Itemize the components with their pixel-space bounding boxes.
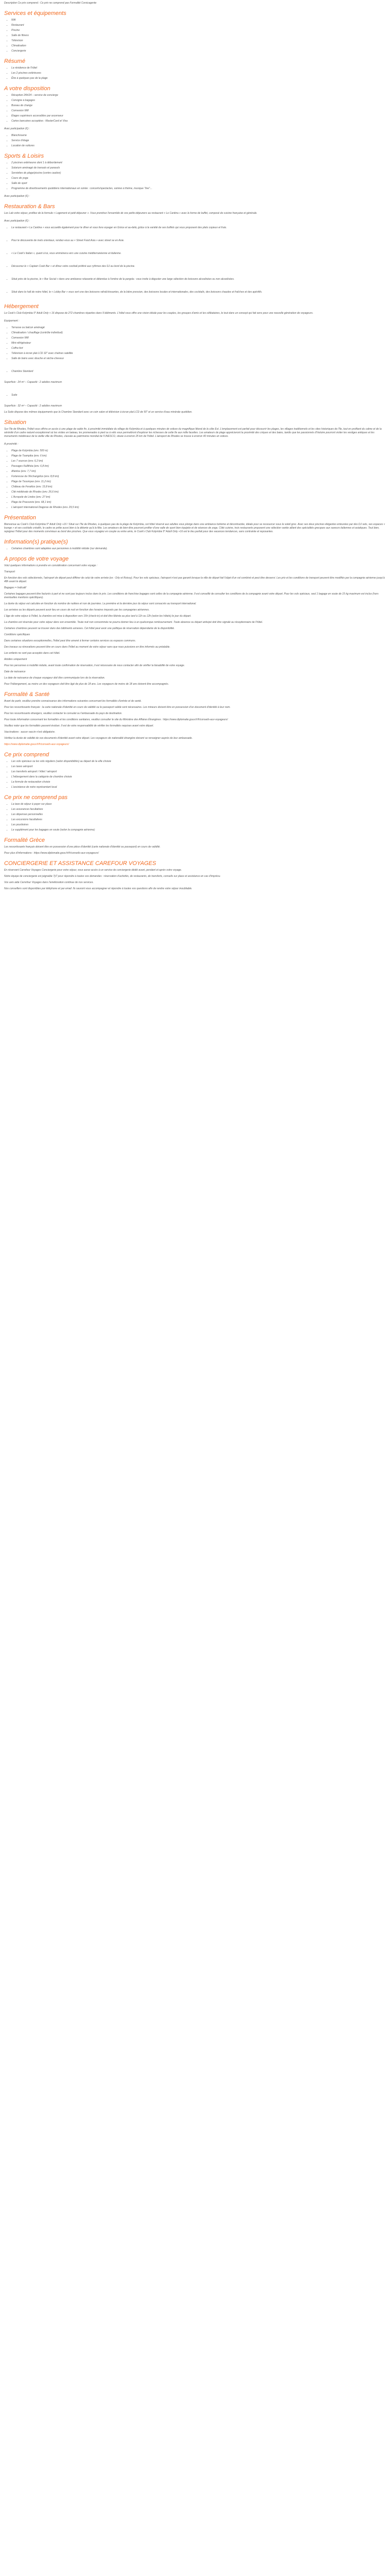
list-item: • Restaurant <box>11 24 387 27</box>
list-item: • L'aéroport international Diagoras de Rhodes (env. 29,5 km) <box>11 506 387 510</box>
list-item: • L'Acropole de Lindos (env. 27 km) <box>11 496 387 499</box>
room-suite <box>4 394 387 397</box>
disposition-extra: Avec participation (€) : <box>4 127 30 130</box>
services-section <box>4 10 387 53</box>
list-item: • Programme de divertissements quotidiens internationaux en soirée : concerts/spectacles, soirées à thème, musique "live"... <box>11 187 387 191</box>
list-item: • Wifi <box>11 19 387 22</box>
prix-ne-comprend-section <box>4 794 387 832</box>
list-item: • Afantou (env. 7,7 km) <box>11 470 387 473</box>
list-item: • Plage de Tsoumpas (env. 11,2 km) <box>11 480 387 484</box>
paragraph: Pour les ressortissants français : la carte nationale d'identité en cours de validité ou le passeport valide sont nécessaires. Les mineurs doivent être en possession d'un document d'identité à leur nom. <box>4 706 231 709</box>
paragraph: Pour les personnes à mobilité réduite, avant toute confirmation de réservation, il est nécessaire de nous contacter afin de vérifier la faisabilité de votre voyage. <box>4 664 185 667</box>
paragraph: Certaines chambres peuvent se trouver dans des bâtiments annexes. Cet hôtel peut avoir une politique de réservation dépendante de la disponibilité. <box>4 627 175 630</box>
list-item: • Cartes bancaires acceptées : MasterCard et Visa <box>11 120 387 123</box>
hebergement-title: Hébergement <box>4 303 39 310</box>
paragraph: Pour plus d'informations : https://www.diplomatie.gouv.fr/fr/conseils-aux-voyageurs/ <box>4 852 99 855</box>
paragraph: La chambre est réservée pour votre séjour dans son ensemble. Toute nuit non consommée ne pourra donner lieu à un quelconque remboursement. Toute absence ou départ anticipé doit être signalé au réceptionnaire de l'hôtel. <box>4 621 263 624</box>
list-item: • Bureau de change <box>11 104 387 108</box>
room-name: • Chambre Standard <box>11 370 387 374</box>
paragraph: Pour les ressortissants étrangers, veuillez contacter le consulat ou l'ambassade du pays de destination. <box>4 712 122 715</box>
list-item: • Les excursions facultatives <box>11 818 387 822</box>
disposition-section <box>4 86 387 148</box>
list-item: • « Le Cook's Italian », quant à lui, vous emmènera vers une cuisine méditerranéenne et italienne. <box>11 252 387 256</box>
list-item: • Télévision <box>11 39 387 43</box>
formalite-grece-section <box>4 837 387 855</box>
paragraph: Conditions spécifiques <box>4 633 30 636</box>
restauration-section <box>4 204 387 294</box>
conciergerie-title: CONCIERGERIE ET ASSISTANCE CAREFOUR VOYAGES <box>4 860 156 867</box>
restauration-extra: Avec participation (€) : <box>4 219 30 223</box>
paragraph: Avant de partir, veuillez prendre connaissance des informations suivantes concernant les formalités d'entrée et de santé. <box>4 700 142 703</box>
list-item: • Cité médiévale de Rhodes (env. 26,6 km) <box>11 490 387 494</box>
list-item: • Service d'étage <box>11 139 387 143</box>
list-item: • Plage de Kolymbia (env. 500 m) <box>11 449 387 453</box>
list-item: • Consigne à bagages <box>11 99 387 103</box>
list-item: • Piscine <box>11 29 387 32</box>
resume-list <box>4 66 387 80</box>
paragraph: Les ressortissants français doivent être en possession d'une pièce d'identité (carte nationale d'identité ou passeport) en cours de validité. <box>4 845 161 849</box>
list-item: • Les taxes aéroport <box>11 765 387 769</box>
disposition-list <box>4 94 387 123</box>
paragraph: En réservant Carrefour Voyages Conciergerie pour votre séjour, vous aurez accès à un service de conciergerie dédié avant, pendant et après votre voyage. <box>4 869 182 872</box>
list-item: • Les pourboires <box>11 823 387 827</box>
list-item: • Les dépenses personnelles <box>11 813 387 817</box>
paragraph: Voici quelques informations à prendre en considération concernant votre voyage : <box>4 564 97 567</box>
room-standard <box>4 370 387 374</box>
list-item: • Terrasse ou balcon aménagé <box>11 326 387 330</box>
paragraph: Bagages = Indicatif <box>4 586 26 589</box>
list-item: • Télévision à écran plat LCD 32" avec chaînes satellite <box>11 352 387 355</box>
room-name: • Suite <box>11 394 387 397</box>
list-item: • Cours de yoga <box>11 177 387 180</box>
proximity-list <box>4 449 387 510</box>
paragraph: Dans certaines situations exceptionnelles, l'hôtel peut être amené à fermer certains services ou espaces communs. <box>4 639 136 642</box>
hebergement-intro: Le Cook's Club Kolymbia 5* Adult Only + 16 dispose de 272 chambres réparties dans 9 bâtiments. L'hôtel vous offre une vision idéale pour les couples, les groupes d'amis et les célibataires, le tout dans un concept qui fait sens pour une nouvelle génération de voyageurs. <box>4 312 314 315</box>
list-item: • L'hébergement dans la catégorie de chambre choisie <box>11 775 387 779</box>
list-item: • Passages Kallithéa (env. 6,8 km) <box>11 465 387 468</box>
list-item: • Les vols spéciaux ou les vols réguliers (selon disponibilités) au départ de la ville choisie <box>11 760 387 764</box>
sports-extra: Avec participation (€) : <box>4 195 30 198</box>
list-item: • 2 piscines extérieures dont 1 à débordement <box>11 161 387 165</box>
prix-comprend-list <box>4 760 387 789</box>
list-item: • Climatisation <box>11 44 387 48</box>
list-item: • Plage de Prassonisi (env. 68,1 km) <box>11 501 387 504</box>
prix-ne-comprend-list <box>4 803 387 832</box>
paragraph: Vos avis aide Carrefour Voyages dans l'amélioration continue de nos services. <box>4 881 94 884</box>
list-item: • Blanchisserie <box>11 134 387 138</box>
list-item: • Salle de bains avec douche et sèche-cheveux <box>11 357 387 361</box>
paragraph: Des travaux ou rénovations peuvent être en cours dans l'hôtel au moment de votre séjour sans que nous puissions en être informés au préalable. <box>4 646 170 649</box>
prix-comprend-section <box>4 752 387 789</box>
paragraph: Vaccinations : aucun vaccin n'est obligatoire. <box>4 731 56 734</box>
list-item: • La formule de restauration choisie <box>11 781 387 784</box>
list-item: • Location de voitures <box>11 144 387 148</box>
list-item: • Situé dans le hall de notre hôtel, le « Lobby Bar » vous sert une des boissons rafraîchissantes, de la bière pression, des boissons locales et internationales, des cocktails, des boissons chaudes et fraîches et des apéritifs. <box>11 291 387 294</box>
list-item: • Solarium aménagé de transats et parasols <box>11 166 387 170</box>
list-item: • Connexion Wifi <box>11 109 387 113</box>
list-item: • Situé près de la piscine, le « Bar Social » dans une ambiance relaxante et détendue à l'ombre de la pergola : vous invite à déguster une large sélection de boissons alcoolisées ou non alcoolisées. <box>11 278 387 281</box>
paragraph: Veuillez noter que les formalités peuvent évoluer. Il est de votre responsabilité de vérifier les formalités requises avant votre départ. <box>4 724 154 727</box>
restauration-title: Restauration & Bars <box>4 204 55 210</box>
paragraph: Certaines bagages peuvent être facturés à part et ne sont pas toujours inclus dans le prix. Les conditions de franchise bagages sont celles de la compagnie aérienne. Il est conseillé de consulter les conditions de la compagnie avant votre départ. Pour les vols spéciaux, seul 1 bagage en soute de 15 kg maximum est inclus (hors éventuelles mentions spécifiques). <box>4 592 379 599</box>
restauration-intro: Les Lab votre séjour, profitez de la formule « Logement et petit-déjeuner ». Vous prendrez l'ensemble de vos petits-déjeuners au restaurant « Le Cantina » avec la forme de buffet, composé de cuisine française et générale. <box>4 212 257 215</box>
list-item: • La taxe de séjour à payer sur place <box>11 803 387 806</box>
list-item: • Réception 24h/24 – service de concierge <box>11 94 387 97</box>
intro-text: Description Ce prix comprend : Ce prix ne comprend pas Formalité Corsicagente <box>4 2 96 5</box>
paragraph: Pour l'hébergement, au moins un des voyageurs doit être âgé de plus de 18 ans. Les voyageurs de moins de 18 ans doivent être accompagnés. <box>4 683 169 686</box>
list-item: • Salle de sport <box>11 182 387 185</box>
disposition-extra-list <box>4 134 387 148</box>
equipement-title: Equipement : <box>4 319 20 323</box>
resume-section <box>4 58 387 80</box>
list-item: • Coffre-fort <box>11 347 387 350</box>
services-list <box>4 19 387 53</box>
prix-comprend-title: Ce prix comprend <box>4 752 49 758</box>
list-item: • Conciergerie <box>11 49 387 53</box>
list-item: • Le supplément pour les bagages en soute (selon la compagnie aérienne) <box>11 828 387 832</box>
list-item: • La résidence de l'hôtel <box>11 66 387 70</box>
paragraph: Transport <box>4 570 15 573</box>
list-item: • Les 7 sources (env. 6,2 km) <box>11 460 387 463</box>
formalite-grece-title: Formalité Grèce <box>4 837 45 843</box>
diplomatie-link[interactable]: https://www.diplomatie.gouv.fr/fr/conseils-aux-voyageurs/ <box>4 743 69 746</box>
paragraph: Les enfants ne sont pas acceptés dans cet hôtel. <box>4 652 60 655</box>
list-item: • Les assurances facultatives <box>11 808 387 811</box>
situation-text: Sur l'île de Rhodes, l'hôtel vous offrira un accès à une plage de sable fin, à proximité immédiate du village de Kolymbia et à quelques minutes de voiture du magnifique littoral de la côte Est. L'emplacement est parfait pour découvrir les plages, les villages traditionnels et les sites historiques de l'île, tout en profitant du calme et de la sérénité d'un cadre naturel exceptionnel où les visites en bateau, les promenades à pied ou à vélo vous permettront d'explorer les richesses de cette île aux mille facettes. Les amateurs de plage apprécieront la proximité des criques et des baies, tandis que les passionnés d'histoire pourront visiter les vestiges antiques et les monuments médiévaux de la vieille ville de Rhodes, classée au patrimoine mondial de l'UNESCO, située à environ 25 km de l'hôtel. L'aéroport de Rhodes se trouve à environ 40 minutes en voiture. <box>4 428 382 438</box>
paragraph: La durée du séjour est calculée en fonction du nombre de nuitées et non de journées. La première et la dernière jour du séjour sont consacrés au transport international. <box>4 602 197 605</box>
list-item: • Étages supérieurs accessibles par ascenseur <box>11 114 387 118</box>
sante-title: Formalité & Santé <box>4 691 50 698</box>
equipement-list <box>4 326 387 361</box>
list-item: • Être à quelques pas de la plage <box>11 77 387 80</box>
sports-title: Sports & Loisirs <box>4 153 44 159</box>
room-note: La Suite dispose des mêmes équipements que la Chambre Standard avec un coin salon et télévision à écran plat LCD de 50" et un service d'eau minérale quotidien. <box>4 411 192 414</box>
conciergerie-section <box>4 860 387 891</box>
paragraph: Pour toute information concernant les formalités et les conditions sanitaires, veuillez consulter le site du Ministère des Affaires Étrangères : https://www.diplomatie.gouv.fr/fr/conseils-aux-voyageurs/ <box>4 718 228 721</box>
proximity-title: A proximité : <box>4 443 19 446</box>
informations-list <box>4 547 387 551</box>
paragraph: Date de naissance <box>4 670 26 673</box>
room-desc: Superficie : 32 m² – Capacité : 2 adultes maximum <box>4 404 62 408</box>
situation-title: Situation <box>4 419 26 426</box>
paragraph: Adultes uniquement <box>4 658 27 661</box>
list-item: • Plage de Tsampika (env. 6 km) <box>11 454 387 458</box>
informations-title: Information(s) pratique(s) <box>4 539 68 545</box>
list-item: • Forteresse de l'Archangélos (env. 8,8 km) <box>11 475 387 479</box>
disposition-title: A votre disposition <box>4 86 51 92</box>
presentation-text: Bienvenue au Cook's Club Kolymbia 5* Adult Only +16 ! Situé sur l'île de Rhodes, à quelques pas de la plage de Kolymbia, cet hôtel réservé aux adultes vous plonge dans une ambiance bohème et décontractée, idéale pour se ressourcer sous le soleil grec. Avec ses deux piscines élégantes entourées par des DJ sets, ses espaces « lounge » et ses cocktails créatifs, le cadre se prête aussi bien à la détente qu'à la fête. Les amateurs de bien-être pourront profiter d'une salle de sport bien équipée et de séances de yoga. Côté cuisine, trois restaurants proposent une sélection variée alliant des spécialités grecques aux saveurs italiennes et asiatiques. Tout bien, rejoignez l'hôtel pour des moments conviviaux au bord des piscines. Que vous voyagiez en couple ou entre amis, le Cook's Club Kolymbia 5* Adult Only +16 est le lieu parfait pour des vacances tendances, sans contrainte et reposantes. <box>4 523 385 533</box>
hebergement-section <box>4 303 387 414</box>
paragraph: Notre équipe de conciergerie est joignable 7j/7 pour répondre à toutes vos demandes : réservation d'activités, de restaurants, de transferts, conseils sur place et assistance en cas d'imprévu. <box>4 875 221 878</box>
situation-section <box>4 419 387 510</box>
list-item: • Climatisation / chauffage (contrôle individuel) <box>11 331 387 335</box>
list-item: • Certaines chambres sont adaptées aux personnes à mobilité réduite (sur demande). <box>11 547 387 551</box>
resume-title: Résumé <box>4 58 25 64</box>
services-title: Services et équipements <box>4 10 67 16</box>
list-item: • Mini-réfrigérateur <box>11 342 387 345</box>
propos-title: A propos de votre voyage <box>4 556 69 562</box>
paragraph: La date de naissance de chaque voyageur doit être communiquée lors de la réservation. <box>4 676 105 680</box>
prix-ne-comprend-title: Ce prix ne comprend pas <box>4 794 68 801</box>
list-item: • Salle de fitness <box>11 34 387 38</box>
presentation-section <box>4 515 387 534</box>
paragraph: En fonction des vols sélectionnés, l'aéroport de départ peut différer de celui de votre arrivée (ex : Orly et Roissy). Pour les vols spéciaux, l'aéroport n'est pas garanti lorsque la ville de départ fait l'objet d'un vol combiné et peut être desservi. Les prix et les conditions de transport peuvent être modifiés par la compagnie aérienne jusqu'à 48h avant le départ. <box>4 577 385 583</box>
sante-section <box>4 691 387 747</box>
list-item: • Connexion Wifi <box>11 336 387 340</box>
list-item: • Château de Feraklos (env. 15,8 km) <box>11 485 387 489</box>
informations-section <box>4 539 387 551</box>
paragraph: Nos conseillers sont disponibles par téléphone et par email. Ils sauront vous accompagner et répondre à toutes vos questions afin de rendre votre séjour inoubliable. <box>4 887 192 890</box>
list-item: • Serviettes de plage/piscine (contre caution) <box>11 172 387 175</box>
list-item: • Pour le découverte de mets orientaux, rendez-vous au « Street Food Asia » avec street se en Asie. <box>11 239 387 243</box>
propos-section <box>4 556 387 686</box>
sports-section <box>4 153 387 198</box>
list-item: • Les 2 piscines extérieures <box>11 72 387 75</box>
list-item: • Découvrez le « Captain Cook Bar » et dînez votre cocktail préféré aux rythmes des DJ au bord de la piscine. <box>11 265 387 268</box>
room-desc: Superficie : 24 m² – Capacité : 2 adultes maximum <box>4 381 62 384</box>
list-item: • Le restaurant « La Cantina » vous accueille également pour le dîner et vous fera voyager en Grèce et au-delà, grâce à la variété de ses buffets qui vous proposent des plats copieux et frais. <box>11 226 387 230</box>
list-item: • Les transferts aéroport / hôtel / aéroport <box>11 770 387 774</box>
presentation-title: Présentation <box>4 515 36 521</box>
restauration-list <box>4 226 387 294</box>
paragraph: L'âge de votre séjour à l'hôtel, la chambre est mise à disposition vers 15h (check-in) et doit être libérée au plus tard à 11h ou 12h (selon les hôtels) le jour du départ. <box>4 615 191 618</box>
sports-list <box>4 161 387 191</box>
paragraph: Les arrivées ou les départs peuvent avoir lieu en cours de nuit en fonction des horaires imposés par les compagnies aériennes. <box>4 608 150 612</box>
paragraph: Vérifiez la durée de validité de vos documents d'identité avant votre départ. Les voyageurs de nationalité étrangère doivent se renseigner auprès de leur ambassade. <box>4 737 193 740</box>
list-item: • L'assistance de notre représentant local <box>11 786 387 789</box>
